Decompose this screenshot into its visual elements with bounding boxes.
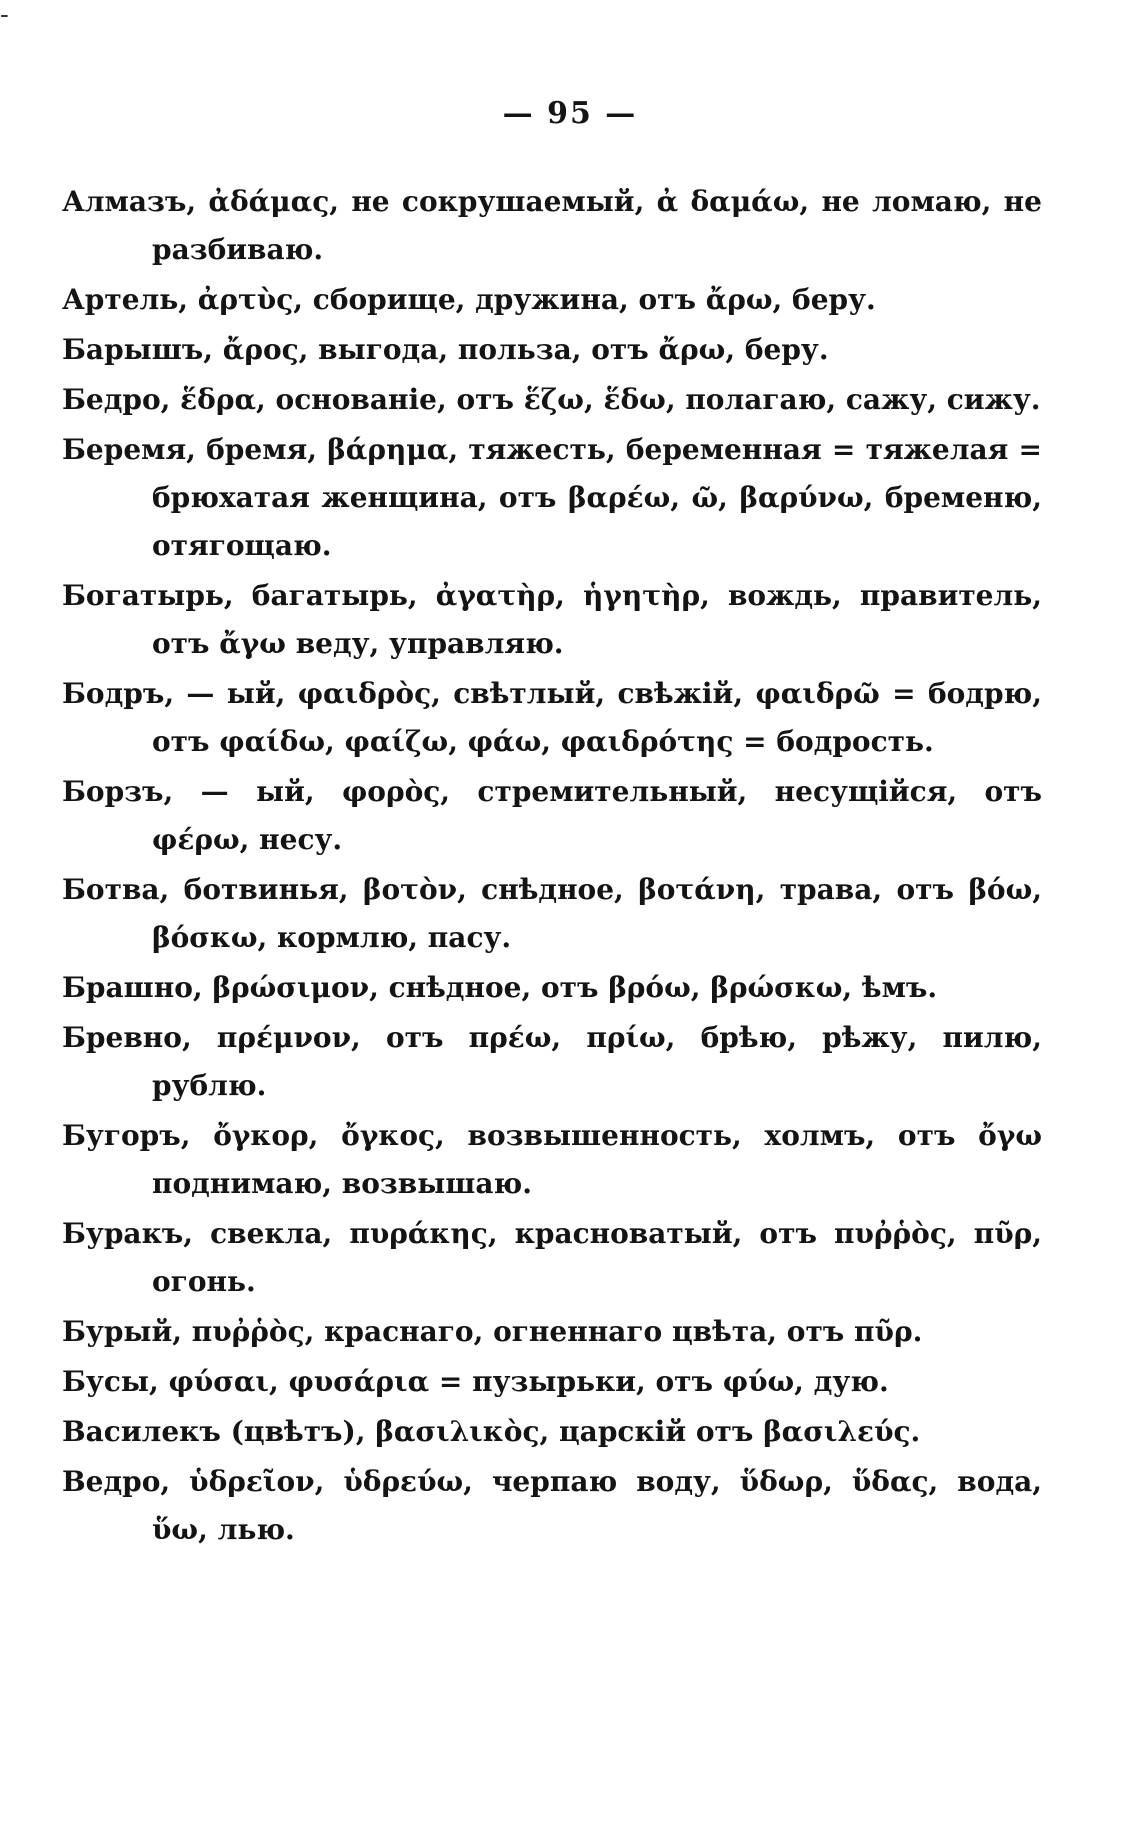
page-number: — 95 — <box>502 96 638 131</box>
entry-bogatyr: Богатырь, багатырь, ἀγατὴρ, ἡγητὴρ, вождь, правитель, отъ ἄγω веду, управляю. <box>62 579 1042 660</box>
dictionary-entries <box>62 178 1042 1556</box>
entry-almaz: Алмазъ, ἀδάμας, не сокрушаемый, ἀ δαμάω, не ломаю, не разбиваю. <box>62 185 1042 266</box>
entry-brashno: Брашно, βρώσιμον, снѣдное, отъ βρόω, βρώσκω, ѣмъ. <box>62 971 938 1004</box>
corner-mark: - <box>0 0 9 30</box>
entry-bugor: Бугоръ, ὄγκορ, ὄγκος, возвышенность, холмъ, отъ ὄγω поднимаю, возвышаю. <box>62 1119 1042 1200</box>
entry-burak: Буракъ, свекла, πυράκης, красноватый, отъ πυῤῥὸς, πῦρ, огонь. <box>62 1217 1042 1298</box>
entry-vasilek: Василекъ (цвѣтъ), βασιλικὸς, царскій отъ βασιλεύς. <box>62 1415 921 1448</box>
entry-barysh: Барышъ, ἄρος, выгода, польза, отъ ἄρω, беру. <box>62 333 829 366</box>
entry-borz: Борзъ, — ый, φορὸς, стремительный, несущійся, отъ φέρω, несу. <box>62 775 1042 856</box>
entry-busy: Бусы, φύσαι, φυσάρια = пузырьки, отъ φύω, дую. <box>62 1365 889 1398</box>
entry-beremya: Беремя, бремя, βάρημα, тяжесть, беременная = тяжелая = брюхатая женщина, отъ βαρέω, ῶ, βαρύνω, бременю, отягощаю. <box>62 433 1042 562</box>
entry-botva: Ботва, ботвинья, βοτὸν, снѣдное, βοτάνη, трава, отъ βόω, βόσκω, кормлю, пасу. <box>62 873 1042 954</box>
entry-vedro: Ведро, ὑδρεῖον, ὑδρεύω, черпаю воду, ὕδωρ, ὕδας, вода, ὕω, лью. <box>62 1465 1042 1546</box>
entry-buryi: Бурый, πυῤῥὸς, краснаго, огненнаго цвѣта, отъ πῦρ. <box>62 1315 923 1348</box>
entry-artel: Артель, ἀρτὺς, сборище, дружина, отъ ἄρω, беру. <box>62 283 876 316</box>
entry-bedro: Бедро, ἕδρα, основаніе, отъ ἕζω, ἕδω, полагаю, сажу, сижу. <box>62 383 1041 416</box>
entry-brevno: Бревно, πρέμνον, отъ πρέω, πρίω, брѣю, рѣжу, пилю, рублю. <box>62 1021 1042 1102</box>
entry-bodr: Бодръ, — ый, φαιδρὸς, свѣтлый, свѣжій, φαιδρῶ = бодрю, отъ φαίδω, φαίζω, φάω, φαιδρότης = бодрость. <box>62 677 1042 758</box>
